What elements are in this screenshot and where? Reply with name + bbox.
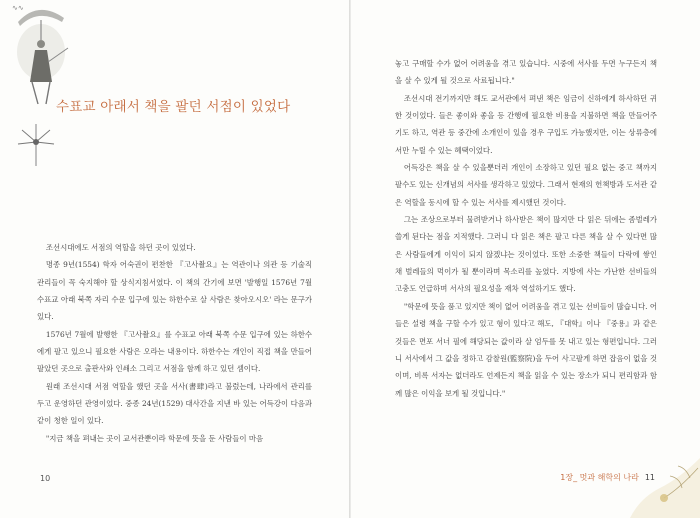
right-body-text bbox=[395, 55, 657, 402]
paragraph: 조선시대 전기까지만 해도 교서관에서 펴낸 책은 임금이 신하에게 하사하던 귀한 것이었다. 들은 좋이와 좋을 등 간행에 필요한 비용을 지불하면 책을 만들어주기도 하고, 역관 등 중간에 소개인이 있을 경우 구입도 가능했지만, 이는 상류층에서만 누릴 수 있는 혜택이었다. bbox=[395, 93, 657, 155]
paragraph: 그는 조상으로부터 물려받거나 하사받은 책이 많지만 다 읽은 뒤에는 좀벌레가 쓸게 된다는 점을 지적했다. 그러니 다 읽은 책은 팔고 다른 책을 살 수 있다면 많은 사람들에게 이익이 되지 않겠냐는 것이었다. 또한 소중한 책들이 다락에 쌓인 채 벌레들의 먹이가 될 뿐이라며 목소리를 높였다. 지방에 사는 가난한 선비들의 고충도 언급하며 서사의 필요성을 재차 역설하기도 했다. bbox=[395, 215, 657, 294]
svg-text:∿∿: ∿∿ bbox=[12, 4, 24, 12]
paragraph: "지금 책을 펴내는 곳이 교서관뿐이라 학문에 뜻을 둔 사람들이 마음 bbox=[45, 433, 264, 443]
chapter-heading: 수표교 아래서 책을 팔던 서점이 있었다 bbox=[56, 99, 291, 115]
chapter-running-title: 1장_ 멋과 해학의 나라 bbox=[560, 473, 639, 482]
left-page bbox=[0, 0, 349, 518]
right-page bbox=[351, 0, 700, 518]
paragraph: 1576년 7월에 발행한 『고사촬요』를 수표교 아래 북쪽 수문 입구에 있는 하한수에게 팔고 있으니 필요한 사람은 오라는 내용이다. 하한수는 개인이 직접 책을 만들어 팔았던 곳으로 출판사와 인쇄소 그리고 서점을 함께 하고 있던 셈이다. bbox=[37, 329, 312, 374]
paragraph: 조선시대에도 서점의 역할을 하던 곳이 있었다. bbox=[45, 243, 196, 252]
page-number: 10 bbox=[40, 474, 51, 483]
paragraph: 원래 조선시대 서점 역할을 했던 곳을 서사(書肆)라고 불렀는데, 나라에서 관리를 두고 운영하던 관영이었다. 중종 24년(1529) 대사간을 지낸 바 있는 어득강이 다음과 같이 청한 일이 있다. bbox=[37, 381, 312, 426]
left-body-text bbox=[37, 239, 312, 447]
page-number: 11 bbox=[644, 473, 655, 482]
paragraph: 명종 9년(1554) 학자 어숙권이 편찬한 『고사촬요』는 역관이나 의관 등 기술직 관리들이 꼭 숙지해야 할 상식지침서였다. 이 책의 간기에 보면 '발행일 1576년 7월 수표교 아래 북쪽 자리 수문 입구에 있는 하한수로 살 사람은 찾아오시오' 라는 문구가 있다. bbox=[37, 260, 312, 322]
floral-corner-illustration bbox=[620, 448, 700, 518]
paragraph: 놓고 구매할 수가 없어 어려움을 겪고 있습니다. 시중에 서사를 두면 누구든지 책을 살 수 있게 될 것으로 사료됩니다." bbox=[395, 59, 657, 86]
paragraph: 어득강은 책을 살 수 있을뿐더러 개인이 소장하고 있던 필요 없는 중고 책까지 팔수도 있는 신개념의 서사를 생각하고 있었다. 그래서 현재의 헌책방과 도서관 같은 역할을 동시에 할 수 있는 서사를 제시했던 것이다. bbox=[395, 163, 657, 207]
monk-with-umbrella-illustration bbox=[8, 0, 78, 110]
flower-sprig-illustration bbox=[12, 120, 60, 168]
paragraph: "학문에 뜻을 품고 있지만 책이 없어 어려움을 겪고 있는 선비들이 많습니다. 어들은 설령 책을 구할 수가 있고 형이 있다고 해도, 『대학』이나 『중용』과 같은 것들은 면포 서너 필에 해당되는 값이라 살 엄두를 못 내고 있는 형편입니다. 그러니 서사에서 그 값을 정하고 감찰원(監察院)을 두어 사고팔게 하면 잡음이 없을 것이며, 비록 서자는 없더라도 언제든지 책을 읽을 수 있는 장소가 되니 편리함과 함께 많은 이익을 보게 될 것입니다." bbox=[395, 301, 657, 398]
